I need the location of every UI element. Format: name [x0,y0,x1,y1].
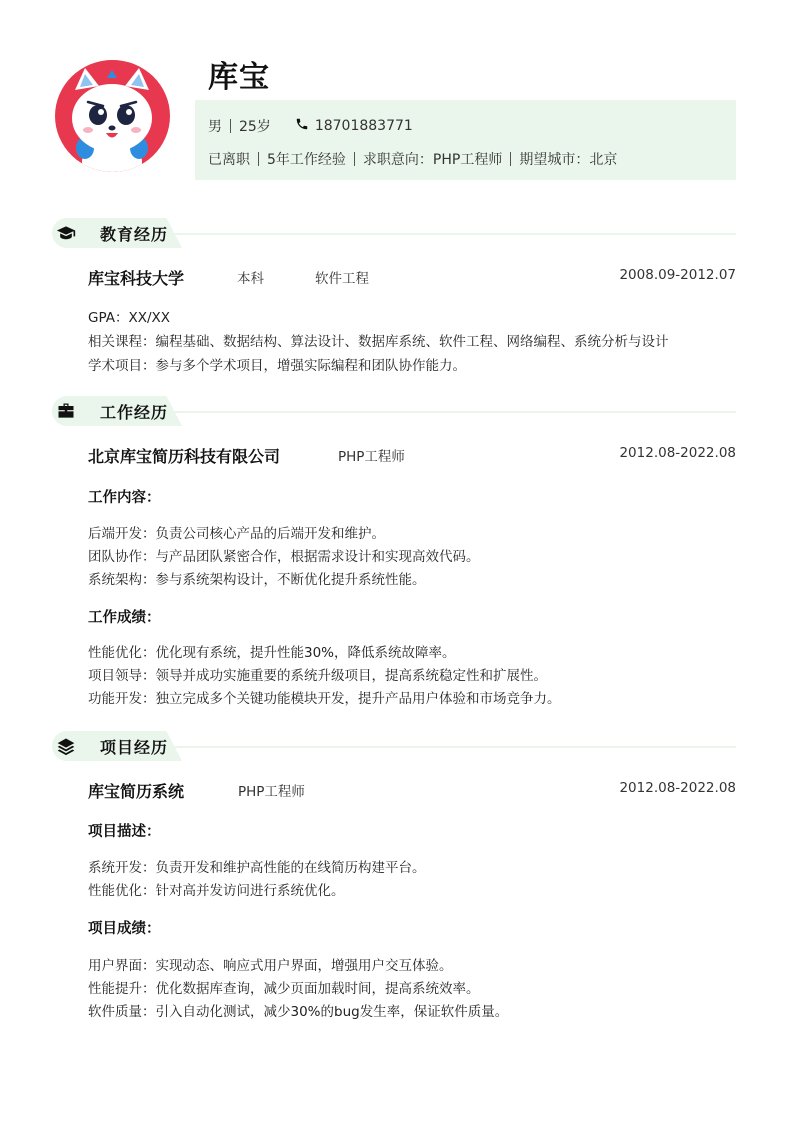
phone-number: 18701883771 [314,118,413,134]
list-item: 软件质量：引入自动化测试，减少30%的bug发生率，保证软件质量。 [88,1004,509,1020]
section-education-header [52,218,736,252]
section-work-header [52,396,736,430]
age: 25岁 [239,119,271,135]
list-item: 相关课程：编程基础、数据结构、算法设计、数据库系统、软件工程、网络编程、系统分析与设计 [88,334,669,350]
list-item: 性能优化：针对高并发访问进行系统优化。 [88,883,345,899]
list-item: 用户界面：实现动态、响应式用户界面，增强用户交互体验。 [88,958,453,974]
list-item: 后端开发：负责公司核心产品的后端开发和维护。 [88,526,385,542]
work-experience: 5年工作经验 [267,152,346,168]
list-item: GPA：XX/XX [88,310,171,326]
section-title: 工作经历 [100,403,169,422]
list-item: 系统架构：参与系统架构设计，不断优化提升系统性能。 [88,572,426,588]
info-box [195,100,736,180]
briefcase-icon [56,401,76,421]
divider [354,152,355,166]
work-result-title: 工作成绩： [88,610,161,626]
list-item: 功能开发：独立完成多个关键功能模块开发，提升产品用户体验和市场竞争力。 [88,691,561,707]
expected-city: 期望城市：北京 [519,152,618,168]
gender: 男 [208,119,222,135]
candidate-name: 库宝 [208,60,270,95]
job-intent: 求职意向：PHP工程师 [362,152,503,168]
list-item: 学术项目：参与多个学术项目，增强实际编程和团队协作能力。 [88,358,466,374]
divider [258,152,259,166]
work-content-title: 工作内容： [88,490,161,506]
project-role: PHP工程师 [238,784,305,800]
divider [510,152,511,166]
avatar [55,60,170,172]
section-line [172,746,736,748]
info-row-basic [208,116,413,136]
info-row-career [208,149,617,169]
section-line [172,411,736,413]
phone-icon [295,117,309,135]
list-item: 团队协作：与产品团队紧密合作，根据需求设计和实现高效代码。 [88,549,480,565]
list-item: 性能提升：优化数据库查询，减少页面加载时间，提高系统效率。 [88,981,480,997]
layers-icon [56,736,76,756]
company-name: 北京库宝简历科技有限公司 [88,447,281,466]
graduation-cap-icon [56,223,76,243]
project-name: 库宝简历系统 [88,782,185,801]
major: 软件工程 [315,271,369,287]
employment-status: 已离职 [208,152,250,168]
section-title: 项目经历 [100,738,169,757]
section-project-header [52,731,736,765]
list-item: 项目领导：领导并成功实施重要的系统升级项目，提高系统稳定性和扩展性。 [88,668,547,684]
work-date: 2012.08-2022.08 [619,445,736,461]
section-line [172,233,736,235]
school-name: 库宝科技大学 [88,269,185,288]
job-role: PHP工程师 [338,449,405,465]
education-date: 2008.09-2012.07 [619,267,736,283]
list-item: 系统开发：负责开发和维护高性能的在线简历构建平台。 [88,860,426,876]
section-title: 教育经历 [100,225,169,244]
divider [230,119,231,133]
degree: 本科 [237,271,264,287]
project-desc-title: 项目描述： [88,824,161,840]
project-date: 2012.08-2022.08 [619,780,736,796]
list-item: 性能优化：优化现有系统，提升性能30%，降低系统故障率。 [88,645,456,661]
project-result-title: 项目成绩： [88,921,161,937]
